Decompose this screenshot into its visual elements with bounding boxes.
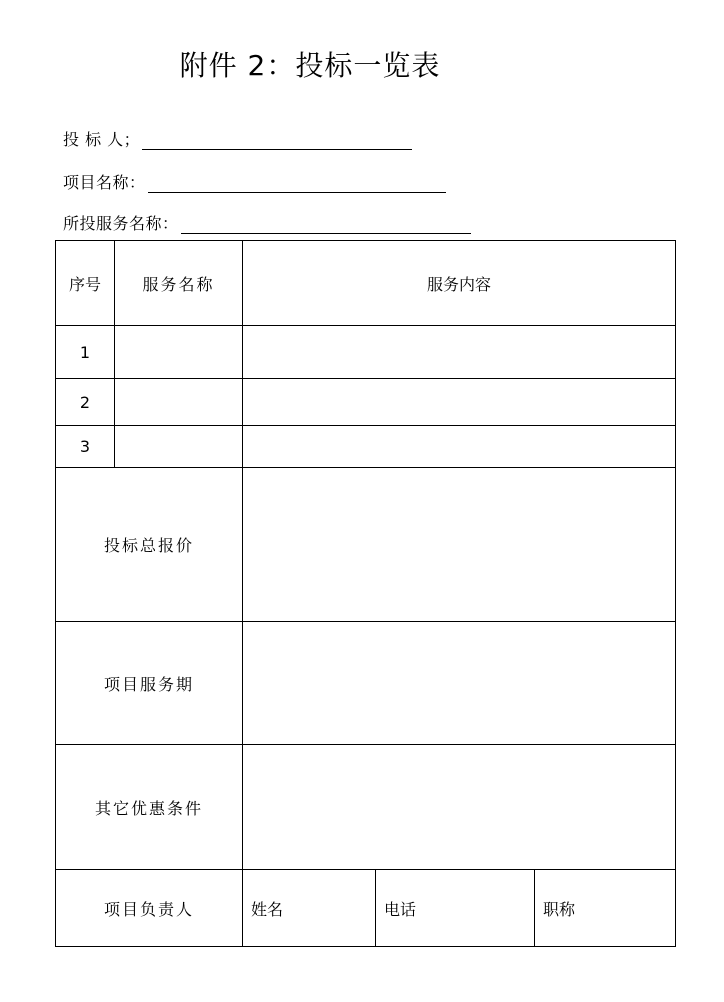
row-service-content-cell[interactable]	[243, 379, 676, 426]
total-price-row	[56, 468, 676, 622]
manager-phone-cell[interactable]: 电话	[376, 870, 535, 947]
service-period-label: 项目服务期	[56, 622, 243, 745]
service-period-cell[interactable]	[243, 622, 676, 745]
bidder-blank[interactable]	[142, 133, 412, 150]
row-service-name-cell[interactable]	[115, 326, 243, 379]
other-terms-label: 其它优惠条件	[56, 745, 243, 870]
row-seq: 3	[56, 426, 115, 468]
row-seq: 2	[56, 379, 115, 426]
row-service-content-cell[interactable]	[243, 326, 676, 379]
service-name-field	[63, 211, 471, 234]
other-terms-row	[56, 745, 676, 870]
project-manager-label: 项目负责人	[56, 870, 243, 947]
table-row	[56, 326, 676, 379]
header-service-content: 服务内容	[243, 241, 676, 326]
table-row	[56, 379, 676, 426]
total-price-label: 投标总报价	[56, 468, 243, 622]
service-name-label: 所投服务名称：	[63, 214, 179, 233]
table-row	[56, 426, 676, 468]
project-name-label: 项目名称：	[63, 173, 146, 192]
bid-summary-table	[55, 240, 676, 947]
page-title: 附件 2：投标一览表	[179, 49, 441, 82]
manager-name-cell[interactable]: 姓名	[243, 870, 376, 947]
service-name-blank[interactable]	[181, 217, 471, 234]
project-manager-row	[56, 870, 676, 947]
manager-title-cell[interactable]: 职称	[535, 870, 676, 947]
total-price-cell[interactable]	[243, 468, 676, 622]
row-service-name-cell[interactable]	[115, 379, 243, 426]
row-service-content-cell[interactable]	[243, 426, 676, 468]
bidder-label: 投 标 人；	[63, 130, 141, 149]
table-header-row	[56, 241, 676, 326]
bidder-field	[63, 127, 412, 150]
row-seq: 1	[56, 326, 115, 379]
header-service-name: 服务名称	[115, 241, 243, 326]
row-service-name-cell[interactable]	[115, 426, 243, 468]
header-seq: 序号	[56, 241, 115, 326]
service-period-row	[56, 622, 676, 745]
project-name-field	[63, 170, 446, 193]
other-terms-cell[interactable]	[243, 745, 676, 870]
project-name-blank[interactable]	[148, 176, 446, 193]
